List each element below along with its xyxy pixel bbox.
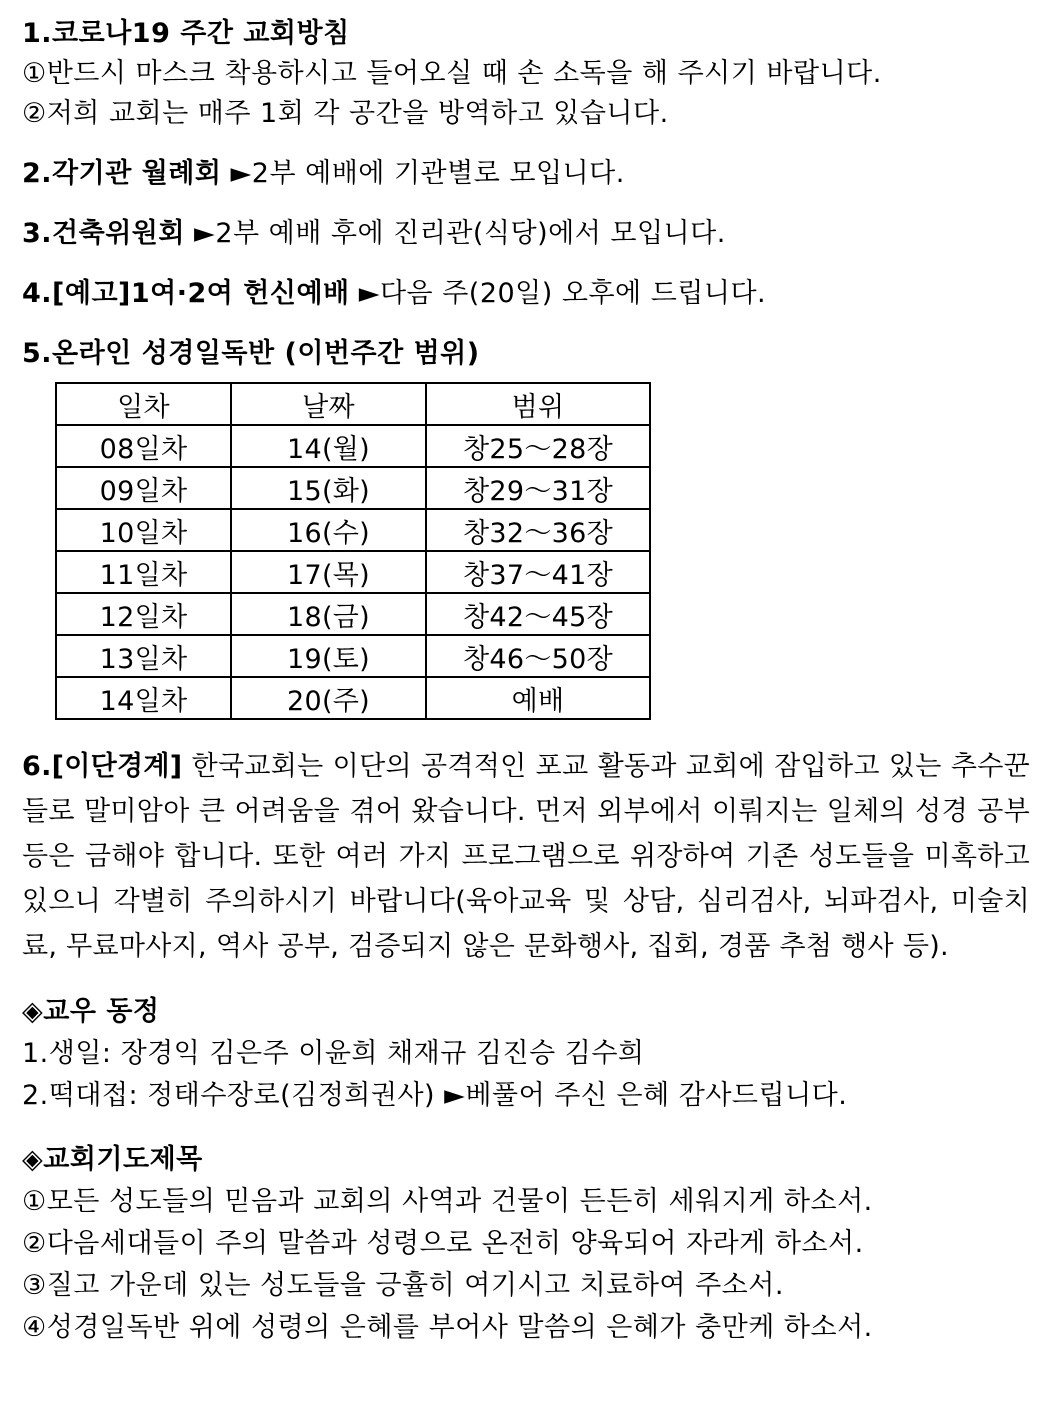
header-day: 일차 <box>56 383 231 425</box>
cell-day: 14일차 <box>56 677 231 719</box>
table-row <box>56 425 650 467</box>
member-news-birthdays: 1.생일: 장경익 김은주 이윤희 채재규 김진승 김수희 <box>22 1038 645 1069</box>
prayer-item: ④성경일독반 위에 성령의 은혜를 부어사 말씀의 은혜가 충만케 하소서. <box>22 1312 873 1343</box>
section-2 <box>22 154 1032 194</box>
section-4-title: 4.[예고]1여·2여 헌신예배 <box>22 278 350 309</box>
section-5-title: 5.온라인 성경일독반 (이번주간 범위) <box>22 338 480 369</box>
cell-day: 13일차 <box>56 635 231 677</box>
section-1-line-2: ②저희 교회는 매주 1회 각 공간을 방역하고 있습니다. <box>22 98 669 129</box>
section-3-text: ►2부 예배 후에 진리관(식당)에서 모입니다. <box>184 218 726 249</box>
header-range: 범위 <box>426 383 650 425</box>
prayer-item: ③질고 가운데 있는 성도들을 긍휼히 여기시고 치료하여 주소서. <box>22 1270 784 1301</box>
prayer-item: ①모든 성도들의 믿음과 교회의 사역과 건물이 든든히 세워지게 하소서. <box>22 1186 873 1217</box>
cell-range: 창46～50장 <box>426 635 650 677</box>
cell-range: 창32～36장 <box>426 509 650 551</box>
table-row <box>56 677 650 719</box>
table-row <box>56 467 650 509</box>
member-news-title: ◈교우 동정 <box>22 996 160 1027</box>
section-1-line-1: ①반드시 마스크 착용하시고 들어오실 때 손 소독을 해 주시기 바랍니다. <box>22 58 882 89</box>
cell-range: 창37～41장 <box>426 551 650 593</box>
cell-range: 창29～31장 <box>426 467 650 509</box>
section-2-text: ►2부 예배에 기관별로 모입니다. <box>221 158 625 189</box>
section-6-title: 6.[이단경계] <box>22 751 183 782</box>
cell-date: 17(목) <box>231 551 426 593</box>
section-6-text: 한국교회는 이단의 공격적인 포교 활동과 교회에 잠입하고 있는 추수꾼들로 말미암아 큰 어려움을 겪어 왔습니다. 먼저 외부에서 이뤄지는 일체의 성경 공부 등은 금해야 합니다. 또한 여러 가지 프로그램으로 위장하여 기존 성도들을 미혹하고 있으니 각별히 주의하시기 바랍니다(육아교육 및 상담, 심리검사, 뇌파검사, 미술치료, 무료마사지, 역사 공부, 검증되지 않은 문화행사, 집회, 경품 추첨 행사 등). <box>22 751 1030 962</box>
cell-date: 14(월) <box>231 425 426 467</box>
reading-schedule-table <box>55 382 651 720</box>
cell-day: 08일차 <box>56 425 231 467</box>
prayer-topics-title: ◈교회기도제목 <box>22 1144 203 1175</box>
table-row <box>56 635 650 677</box>
prayer-item: ②다음세대들이 주의 말씀과 성령으로 온전히 양육되어 자라게 하소서. <box>22 1228 864 1259</box>
cell-day: 10일차 <box>56 509 231 551</box>
section-4 <box>22 274 1032 314</box>
table-row <box>56 551 650 593</box>
table-header-row <box>56 383 650 425</box>
table-row <box>56 593 650 635</box>
cell-day: 11일차 <box>56 551 231 593</box>
section-4-text: ►다음 주(20일) 오후에 드립니다. <box>349 278 767 309</box>
member-news-meal: 2.떡대접: 정태수장로(김정희권사) ►베풀어 주신 은혜 감사드립니다. <box>22 1080 848 1111</box>
section-3 <box>22 214 1032 254</box>
cell-range: 창42～45장 <box>426 593 650 635</box>
cell-day: 12일차 <box>56 593 231 635</box>
cell-date: 15(화) <box>231 467 426 509</box>
section-1-title: 1.코로나19 주간 교회방침 <box>22 18 350 49</box>
table-row <box>56 509 650 551</box>
cell-day: 09일차 <box>56 467 231 509</box>
cell-range: 창25～28장 <box>426 425 650 467</box>
section-2-title: 2.각기관 월례회 <box>22 158 222 189</box>
section-3-title: 3.건축위원회 <box>22 218 185 249</box>
header-date: 날짜 <box>231 383 426 425</box>
cell-range: 예배 <box>426 677 650 719</box>
cell-date: 16(수) <box>231 509 426 551</box>
cell-date: 18(금) <box>231 593 426 635</box>
bulletin-page <box>22 14 1032 1349</box>
section-6-paragraph <box>22 744 1030 969</box>
cell-date: 19(토) <box>231 635 426 677</box>
cell-date: 20(주) <box>231 677 426 719</box>
